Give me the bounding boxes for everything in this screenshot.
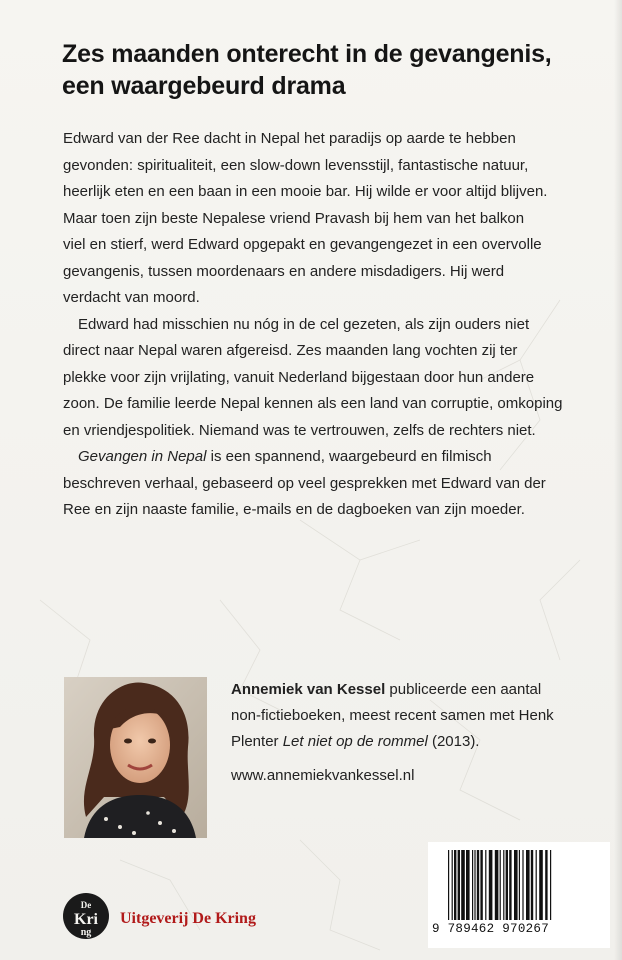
barcode-bar (536, 850, 537, 920)
blurb-line: beschreven verhaal, gebaseerd op veel gesprekken met Edward van der (63, 474, 546, 492)
barcode-bar (477, 850, 479, 920)
author-bio-line (231, 729, 591, 755)
blurb-line: viel en stierf, werd Edward opgepakt en gevangengezet in een overvolle (63, 236, 542, 253)
blurb-line: en vriendjespolitiek. Niemand was te vertrouwen, zelfs de rechters niet. (63, 421, 536, 439)
blurb-line (63, 444, 583, 471)
blurb-line: heerlijk eten en een baan in een mooie bar. Hij wilde er voor altijd blijven. (63, 183, 548, 200)
blurb-line: direct naar Nepal waren afgereisd. Zes maanden lang vochten zij ter (63, 342, 518, 359)
svg-text:Kri: Kri (74, 911, 98, 928)
publisher-logo (62, 892, 110, 940)
headline-line-2: een waargebeurd drama (62, 72, 346, 100)
barcode-bar (472, 850, 473, 920)
barcode-bar (480, 850, 482, 920)
blurb-line: plekke voor zijn vrijlating, vanuit Nederland bijgestaan door hun andere (63, 368, 535, 386)
barcode-bar (550, 850, 551, 920)
blurb-line: gevangenis, tussen moordenaars en andere misdadigers. Hij werd (63, 262, 505, 280)
author-photo (64, 677, 207, 838)
blurb-line: Maar toen zijn beste Nepalese vriend Pravash bij hem van het balkon (63, 209, 525, 227)
barcode-bar (466, 850, 470, 920)
blurb-line: zoon. De familie leerde Nepal kennen als een land van corruptie, omkoping (63, 395, 563, 412)
blurb-line: verdacht van moord. (63, 289, 200, 306)
author-name: Annemiek van Kessel (231, 681, 386, 698)
barcode-bar (526, 850, 530, 920)
isbn-barcode (428, 842, 610, 948)
author-bio-line: non-fictieboeken, meest recent samen met Henk (231, 707, 554, 724)
svg-text:De: De (80, 900, 92, 910)
barcode-bar (545, 850, 547, 920)
barcode-bar (503, 850, 504, 920)
barcode-bar (519, 850, 520, 920)
svg-text:ng: ng (80, 927, 92, 938)
barcode-bar (539, 850, 543, 920)
barcode-bar (495, 850, 499, 920)
barcode-bar (522, 850, 523, 920)
headline-line-1: Zes maanden onterecht in de gevangenis, (62, 40, 552, 68)
barcode-bar (448, 850, 449, 920)
author-bio (231, 677, 591, 789)
barcode-bar (489, 850, 493, 920)
barcode-bar (458, 850, 460, 920)
barcode-bar (461, 850, 465, 920)
previous-book-title: Let niet op de rommel (282, 733, 428, 750)
blurb-line: gevonden: spiritualiteit, een slow-down levensstijl, fantastische natuur, (63, 156, 529, 174)
book-title-italic: Gevangen in Nepal (78, 448, 207, 465)
publisher-name: Uitgeverij De Kring (120, 910, 256, 927)
author-bio-line (231, 677, 591, 703)
author-bio-fragment: publiceerde een aantal (385, 681, 542, 698)
barcode-bar (531, 850, 533, 920)
blurb-line: Edward van der Ree dacht in Nepal het paradijs op aarde te hebben (63, 130, 516, 147)
barcode-bar (509, 850, 511, 920)
barcode-bar (452, 850, 453, 920)
blurb-text-fragment: is een spannend, waargebeurd en filmisch (206, 448, 492, 465)
barcode-bar (454, 850, 456, 920)
back-cover-headline (62, 38, 582, 102)
barcode-bar (514, 850, 518, 920)
author-bio-fragment: (2013). (427, 733, 480, 750)
barcode-bars (440, 850, 600, 924)
blurb-line: Ree en zijn naaste familie, e-mails en de dagboeken van zijn moeder. (63, 501, 525, 518)
barcode-bar (474, 850, 475, 920)
author-website: www.annemiekvankessel.nl (231, 767, 415, 784)
isbn-number: 9 789462 970267 (432, 922, 550, 936)
barcode-bar (485, 850, 486, 920)
blurb-text (63, 126, 583, 524)
barcode-bar (500, 850, 501, 920)
blurb-line: Edward had misschien nu nóg in de cel gezeten, als zijn ouders niet (78, 315, 530, 333)
barcode-bar (506, 850, 508, 920)
author-bio-fragment: Plenter (231, 733, 283, 750)
